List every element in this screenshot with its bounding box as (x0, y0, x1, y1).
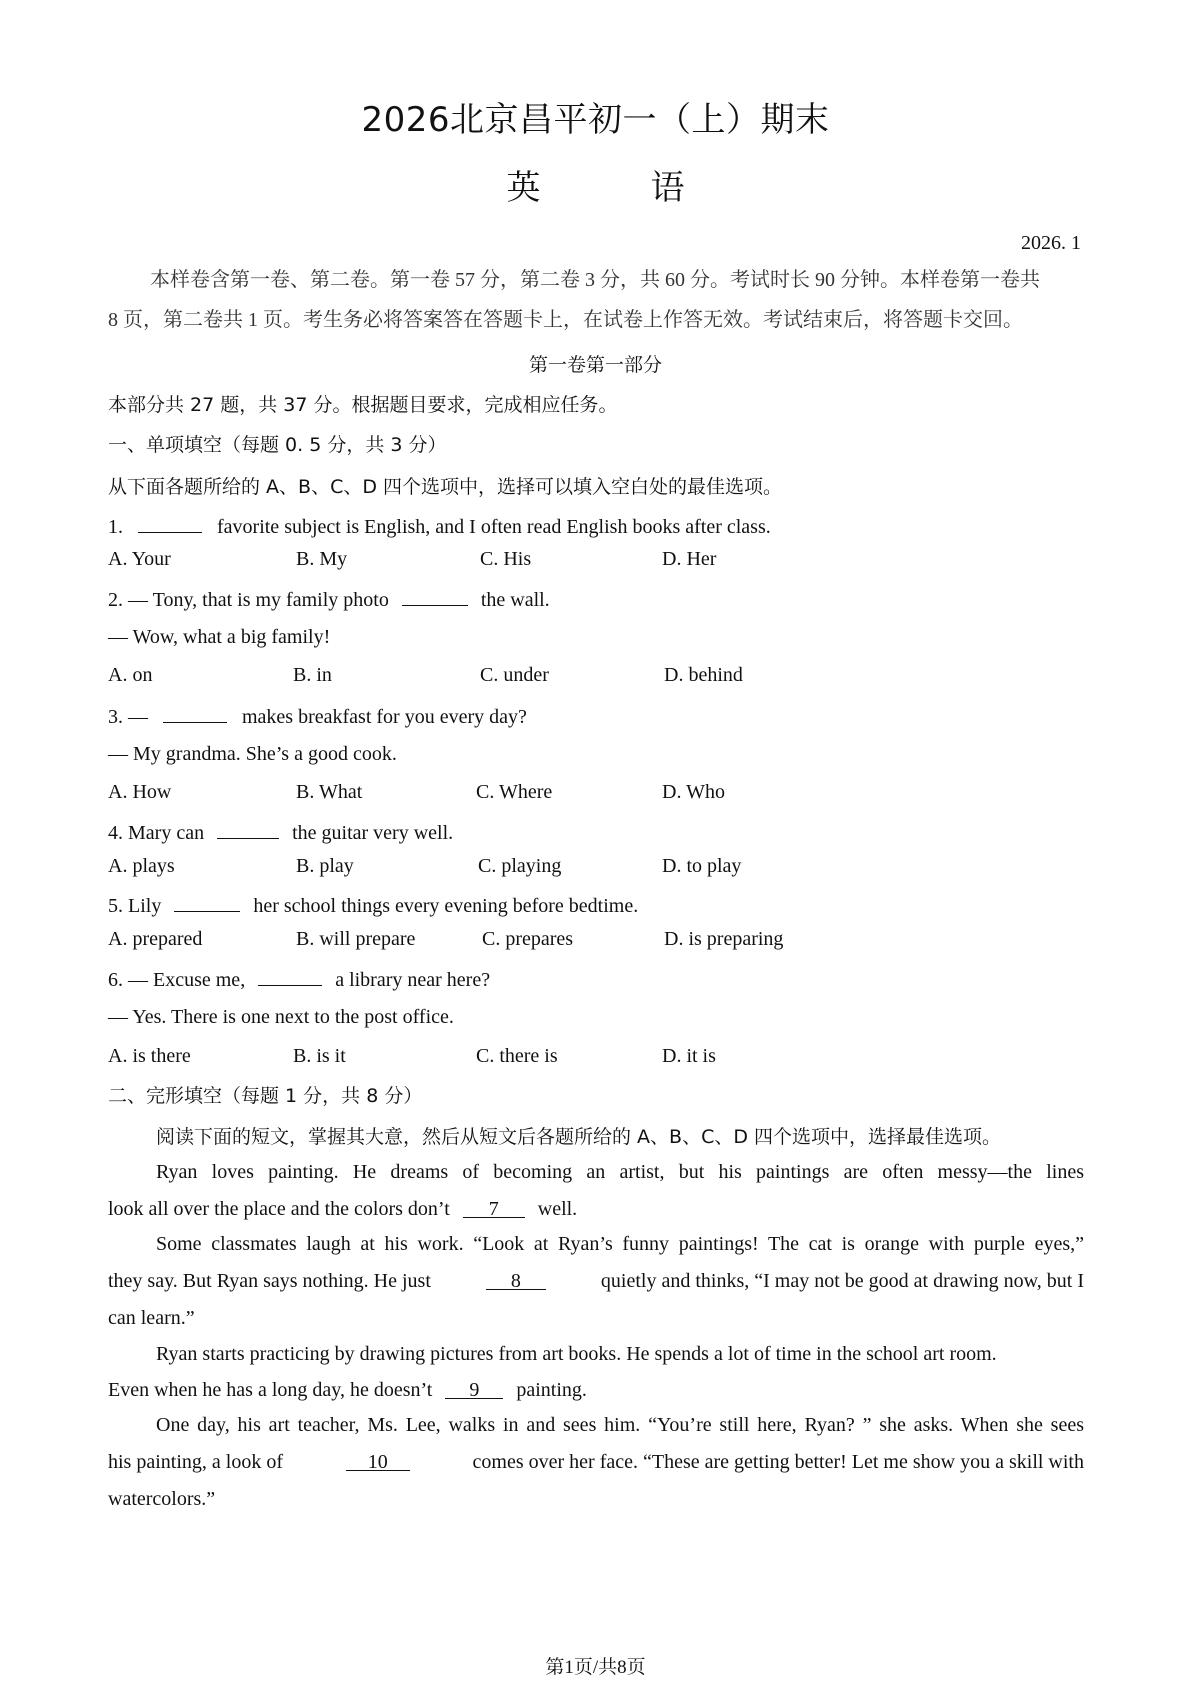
option-b: B. What (296, 781, 363, 803)
option-c: C. playing (478, 855, 562, 877)
option-a: A. is there (108, 1045, 191, 1067)
option-d: D. it is (662, 1045, 716, 1067)
question-1 (108, 512, 771, 539)
option-c: C. there is (476, 1045, 558, 1067)
passage-p2-line1: Some classmates laugh at his work. “Look at Ryan’s funny paintings! The cat is orange with purple eyes,” (156, 1233, 1084, 1255)
answer-blank (258, 965, 322, 986)
option-c: C. His (480, 548, 532, 570)
option-d: D. to play (662, 855, 742, 877)
passage-text: Even when he has a long day, he doesn’t (108, 1379, 433, 1401)
part-description: 本部分共 27 题，共 37 分。根据题目要求，完成相应任务。 (108, 394, 618, 416)
intro-line-2: 8 页，第二卷共 1 页。考生务必将答案答在答题卡上，在试卷上作答无效。考试结束后，将答题卡交回。 (108, 309, 1023, 331)
option-d: D. is preparing (664, 928, 784, 950)
answer-blank (174, 891, 240, 912)
passage-p1-line1: Ryan loves painting. He dreams of becoming an artist, but his paintings are often messy—the lines (156, 1161, 1084, 1183)
question-number: 4. (108, 822, 123, 844)
question-text: favorite subject is English, and I often read English books after class. (217, 516, 771, 538)
answer-blank (402, 585, 468, 606)
option-b: B. will prepare (296, 928, 416, 950)
question-3-reply: — My grandma. She’s a good cook. (108, 743, 397, 765)
option-a: A. on (108, 664, 153, 686)
option-c: C. under (480, 664, 549, 686)
answer-blank (217, 818, 279, 839)
option-b: B. My (296, 548, 348, 570)
option-b: B. is it (293, 1045, 346, 1067)
passage-p4-line2 (108, 1450, 1084, 1474)
question-text-pre: Tony, that is my family photo (152, 589, 389, 611)
part-heading: 第一卷第一部分 (528, 354, 662, 376)
passage-p3-line2 (108, 1378, 587, 1402)
question-text-post: the wall. (480, 589, 550, 611)
exam-title: 2026北京昌平初一（上）期末 (361, 100, 830, 140)
cloze-blank-10: 10 (346, 1450, 410, 1471)
passage-text: painting. (516, 1379, 587, 1401)
question-number: 6. — (108, 969, 148, 991)
option-a: A. Your (108, 548, 171, 570)
section1-heading: 一、单项填空（每题 0. 5 分，共 3 分） (108, 434, 447, 456)
option-b: B. in (293, 664, 332, 686)
passage-p4-line1: One day, his art teacher, Ms. Lee, walks in and sees him. “You’re still here, Ryan? ” she asks. When she sees (156, 1414, 1084, 1436)
subject-title (0, 160, 1191, 209)
intro-line-1: 本样卷含第一卷、第二卷。第一卷 57 分，第二卷 3 分，共 60 分。考试时长 90 分钟。本样卷第一卷共 (150, 269, 1040, 291)
question-6-reply: — Yes. There is one next to the post office. (108, 1006, 454, 1028)
question-2 (108, 585, 550, 612)
cloze-blank-7: 7 (463, 1197, 525, 1218)
question-6 (108, 965, 490, 992)
question-text-post: a library near here? (335, 969, 491, 991)
option-d: D. behind (664, 664, 743, 686)
section2-heading: 二、完形填空（每题 1 分，共 8 分） (108, 1085, 423, 1107)
passage-text: look all over the place and the colors don’t (108, 1198, 450, 1220)
subject-char-2: 语 (650, 168, 685, 208)
question-number: 5. (108, 895, 123, 917)
exam-date: 2026. 1 (1021, 232, 1081, 254)
passage-text: quietly and thinks, “I may not be good at drawing now, but I (600, 1270, 1084, 1292)
passage-p4-line3: watercolors.” (108, 1488, 216, 1510)
question-text-pre: Mary can (128, 822, 205, 844)
question-3 (108, 702, 527, 729)
answer-blank (163, 702, 227, 723)
section2-instruction: 阅读下面的短文，掌握其大意，然后从短文后各题所给的 A、B、C、D 四个选项中，选择最佳选项。 (156, 1126, 1002, 1148)
answer-blank (138, 512, 202, 533)
passage-p2-line3: can learn.” (108, 1307, 195, 1329)
option-a: A. How (108, 781, 172, 803)
option-d: D. Who (662, 781, 725, 803)
question-5 (108, 891, 638, 918)
option-c: C. prepares (482, 928, 574, 950)
section1-instruction: 从下面各题所给的 A、B、C、D 四个选项中，选择可以填入空白处的最佳选项。 (108, 476, 783, 498)
question-text-pre: Excuse me, (153, 969, 246, 991)
cloze-blank-9: 9 (445, 1378, 503, 1399)
passage-p3-line1: Ryan starts practicing by drawing pictures from art books. He spends a lot of time in the school art room. (156, 1343, 997, 1365)
passage-p2-line2 (108, 1269, 1084, 1293)
passage-text: his painting, a look of (108, 1451, 283, 1473)
option-b: B. play (296, 855, 354, 877)
question-number: 1. (108, 516, 123, 538)
question-text-post: her school things every evening before bedtime. (253, 895, 639, 917)
option-d: D. Her (662, 548, 717, 570)
question-2-reply: — Wow, what a big family! (108, 626, 331, 648)
subject-char-1: 英 (506, 168, 541, 208)
passage-text: comes over her face. “These are getting better! Let me show you a skill with (472, 1451, 1084, 1473)
question-number: 3. — (108, 706, 148, 728)
question-text-pre: Lily (128, 895, 162, 917)
option-c: C. Where (476, 781, 553, 803)
question-text-post: the guitar very well. (292, 822, 454, 844)
passage-text: they say. But Ryan says nothing. He just (108, 1270, 431, 1292)
passage-p1-line2 (108, 1197, 577, 1221)
question-text: makes breakfast for you every day? (242, 706, 527, 728)
option-a: A. plays (108, 855, 175, 877)
page-indicator: 第1页/共8页 (545, 1657, 646, 1678)
cloze-blank-8: 8 (486, 1269, 546, 1290)
option-a: A. prepared (108, 928, 203, 950)
question-number: 2. — (108, 589, 148, 611)
passage-text: well. (537, 1198, 578, 1220)
question-4 (108, 818, 453, 845)
